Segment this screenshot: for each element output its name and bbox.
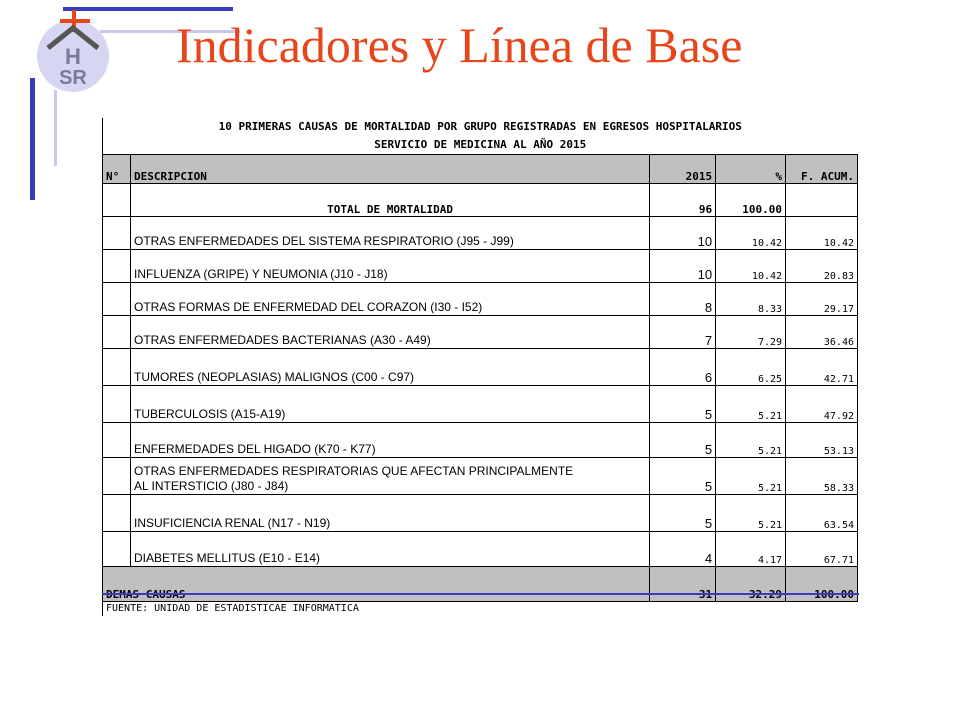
hospital-logo (30, 4, 116, 100)
row-value: 6 (650, 349, 716, 386)
table-row (103, 250, 858, 283)
logo-letters-top: H (65, 44, 81, 69)
row-pct: 6.25 (716, 349, 786, 386)
row-pct: 10.42 (716, 250, 786, 283)
table-row (103, 532, 858, 567)
demas-acum (786, 567, 858, 602)
row-description: OTRAS ENFERMEDADES BACTERIANAS (A30 - A49) (130, 316, 649, 349)
row-pct: 5.21 (716, 495, 786, 532)
row-description-line1: OTRAS ENFERMEDADES RESPIRATORIAS QUE AFECTAN PRINCIPALMENTE (133, 464, 574, 478)
table-header-row (103, 155, 858, 184)
row-acum: 20.83 (786, 250, 858, 283)
row-description: INFLUENZA (GRIPE) Y NEUMONIA (J10 - J18) (130, 250, 649, 283)
row-description: DIABETES MELLITUS (E10 - E14) (130, 532, 649, 567)
total-row (103, 184, 858, 217)
demas-value (650, 567, 716, 602)
header-year: 2015 (650, 155, 716, 184)
header-acum: F. ACUM. (786, 155, 858, 184)
row-acum: 42.71 (786, 349, 858, 386)
table-bottom-line (102, 593, 859, 595)
row-description: OTRAS FORMAS DE ENFERMEDAD DEL CORAZON (I30 - I52) (130, 283, 649, 316)
row-pct: 5.21 (716, 423, 786, 458)
table-caption-line1: 10 PRIMERAS CAUSAS DE MORTALIDAD POR GRUPO REGISTRADAS EN EGRESOS HOSPITALARIOS (103, 118, 858, 136)
row-description-multiline (130, 458, 649, 495)
row-value: 5 (650, 423, 716, 458)
row-value: 10 (650, 217, 716, 250)
total-label: TOTAL DE MORTALIDAD (130, 184, 649, 217)
demas-label (103, 567, 650, 602)
table-row (103, 423, 858, 458)
table-row (103, 349, 858, 386)
row-acum: 47.92 (786, 386, 858, 423)
logo-letters-bottom: SR (59, 67, 87, 89)
row-acum: 58.33 (786, 458, 858, 495)
row-value: 5 (650, 495, 716, 532)
row-pct: 4.17 (716, 532, 786, 567)
total-pct: 100.00 (716, 184, 786, 217)
row-acum: 63.54 (786, 495, 858, 532)
row-value: 8 (650, 283, 716, 316)
row-value: 7 (650, 316, 716, 349)
row-acum: 53.13 (786, 423, 858, 458)
table-row (103, 283, 858, 316)
row-acum: 10.42 (786, 217, 858, 250)
row-acum: 67.71 (786, 532, 858, 567)
header-pct: % (716, 155, 786, 184)
demas-pct (716, 567, 786, 602)
row-description: INSUFICIENCIA RENAL (N17 - N19) (130, 495, 649, 532)
decorative-left-line-light (54, 90, 57, 166)
source-note: FUENTE: UNIDAD DE ESTADISTICAE INFORMATICA (103, 602, 858, 617)
row-description: ENFERMEDADES DEL HIGADO (K70 - K77) (130, 423, 649, 458)
row-description: OTRAS ENFERMEDADES DEL SISTEMA RESPIRATORIO (J95 - J99) (130, 217, 649, 250)
row-acum: 29.17 (786, 283, 858, 316)
mortality-table (102, 118, 858, 616)
demas-causas-row (103, 567, 858, 602)
row-value: 5 (650, 458, 716, 495)
row-pct: 5.21 (716, 458, 786, 495)
logo-cross-horizontal (60, 19, 90, 23)
header-n: N° (103, 155, 131, 184)
row-value: 4 (650, 532, 716, 567)
row-description: TUMORES (NEOPLASIAS) MALIGNOS (C00 - C97) (130, 349, 649, 386)
row-value: 5 (650, 386, 716, 423)
row-pct: 5.21 (716, 386, 786, 423)
table-row (103, 458, 858, 495)
header-descripcion: DESCRIPCION (130, 155, 649, 184)
table-caption-line2: SERVICIO DE MEDICINA AL AÑO 2015 (103, 136, 858, 155)
row-acum: 36.46 (786, 316, 858, 349)
row-pct: 8.33 (716, 283, 786, 316)
slide-title: Indicadores y Línea de Base (176, 17, 743, 73)
table-row (103, 495, 858, 532)
row-pct: 10.42 (716, 217, 786, 250)
table-row (103, 217, 858, 250)
table-row (103, 316, 858, 349)
row-value: 10 (650, 250, 716, 283)
row-description: TUBERCULOSIS (A15-A19) (130, 386, 649, 423)
row-pct: 7.29 (716, 316, 786, 349)
table-row (103, 386, 858, 423)
row-description-line2: AL INTERSTICIO (J80 - J84) (133, 479, 289, 493)
total-value: 96 (650, 184, 716, 217)
